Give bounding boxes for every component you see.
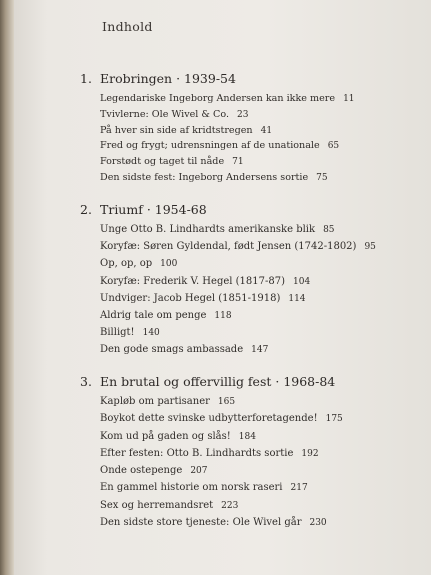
entry-title: Sex og herremandsret (100, 499, 214, 511)
entry-title: Koryfæ: Søren Gyldendal, født Jensen (1742-1802) (100, 241, 357, 253)
entry-title: Efter festen: Otto B. Lindhardts sortie (100, 447, 294, 459)
entry-page: 85 (323, 225, 335, 235)
toc-entry (100, 324, 411, 341)
entry-title: Tvivlerne: Ole Wivel & Co. (100, 108, 230, 120)
section-entries (100, 91, 411, 186)
toc-section-1 (80, 68, 411, 186)
entry-page: 140 (142, 328, 160, 339)
entry-page: 223 (221, 500, 239, 511)
entry-page: 207 (190, 466, 208, 477)
book-page (14, 0, 431, 575)
toc-entry (100, 255, 411, 272)
toc-entry (100, 341, 411, 358)
toc-entry (100, 307, 411, 324)
section-title-text: En brutal og offervillig fest · 1968-84 (100, 374, 336, 389)
section-number: 1. (80, 71, 92, 86)
entry-page: 192 (301, 448, 319, 459)
toc-entry (100, 462, 411, 479)
toc-entry (100, 154, 411, 170)
entry-title: Billigt! (100, 327, 135, 339)
entry-title: På hver sin side af kridtstregen (100, 124, 253, 136)
entry-page: 165 (217, 397, 236, 407)
section-title-text: Triumf · 1954-68 (100, 202, 207, 217)
toc-entry (100, 273, 411, 290)
entry-page: 41 (260, 125, 273, 136)
toc-entry (100, 138, 411, 154)
entry-title: Den sidste fest: Ingeborg Andersens sortie (100, 171, 309, 183)
section-title-3 (80, 371, 411, 393)
section-title-text: Erobringen · 1939-54 (100, 71, 236, 86)
entry-title: Legendariske Ingeborg Andersen kan ikke mere (100, 93, 336, 104)
toc-section-3 (80, 371, 411, 531)
toc-entry (100, 290, 411, 307)
entry-title: Undviger: Jacob Hegel (1851-1918) (100, 292, 281, 304)
entry-title: En gammel historie om norsk raseri (100, 482, 283, 494)
toc-entry (100, 479, 411, 496)
entry-page: 95 (364, 242, 376, 253)
entry-page: 184 (238, 431, 256, 442)
entry-title: Boykot dette svinske udbytterforetagende! (100, 413, 318, 425)
entry-title: Aldrig tale om penge (100, 309, 207, 321)
section-number: 2. (80, 202, 92, 217)
toc-heading: Indhold (102, 19, 153, 34)
toc-entry (100, 445, 411, 462)
entry-title: Koryfæ: Frederik V. Hegel (1817-87) (100, 275, 285, 287)
toc-entry (100, 107, 411, 123)
book-spine (0, 0, 14, 575)
entry-page: 114 (288, 293, 306, 304)
toc-entry (100, 497, 411, 514)
entry-title: Forstødt og taget til nåde (100, 156, 225, 168)
toc-entry (100, 410, 411, 427)
toc-section-2 (80, 199, 411, 359)
toc-entry (100, 393, 411, 410)
entry-title: Den sidste store tjeneste: Ole Wivel går (100, 517, 302, 529)
entry-page: 23 (237, 109, 249, 120)
entry-page: 75 (316, 172, 328, 183)
entry-page: 175 (325, 414, 343, 425)
section-entries (100, 393, 411, 531)
section-title-2 (80, 199, 411, 221)
entry-title: Fred og frygt; udrensningen af de unationale (100, 140, 320, 152)
entry-page: 100 (160, 259, 178, 270)
entry-title: Op, op, op (100, 258, 153, 270)
entry-title: Den gode smags ambassade (100, 344, 244, 356)
entry-page: 118 (214, 310, 232, 321)
toc-entry (100, 123, 411, 139)
entry-page: 147 (251, 345, 269, 356)
entry-title: Onde ostepenge (100, 465, 183, 477)
entry-page: 65 (327, 141, 340, 152)
section-entries (100, 221, 411, 359)
toc-entry (100, 170, 411, 186)
toc-entry (100, 91, 411, 107)
entry-page: 217 (290, 483, 308, 494)
toc-entry (100, 238, 411, 255)
entry-page: 11 (343, 94, 355, 104)
entry-title: Kom ud på gaden og slås! (100, 430, 231, 442)
toc-entry (100, 514, 411, 531)
entry-title: Unge Otto B. Lindhardts amerikanske blik (100, 224, 316, 235)
entry-page: 104 (293, 276, 311, 287)
section-number: 3. (80, 374, 92, 389)
toc-entry (100, 428, 411, 445)
entry-page: 230 (309, 518, 327, 529)
entry-page: 71 (232, 157, 244, 168)
entry-title: Kapløb om partisaner (100, 396, 210, 407)
section-title-1 (80, 68, 411, 90)
toc-entry (100, 221, 411, 238)
